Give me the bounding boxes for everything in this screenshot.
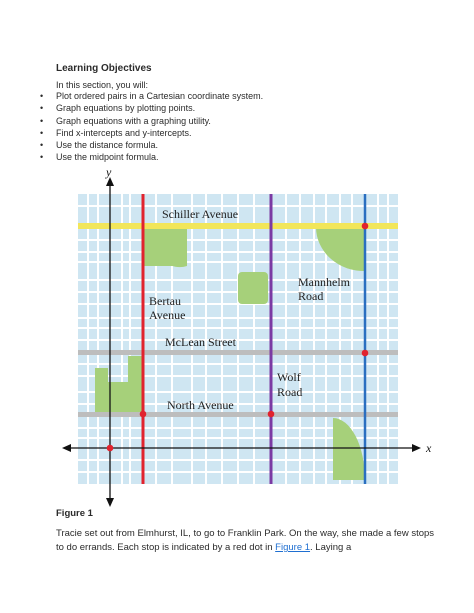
x-axis-right-arrow-icon [412,444,421,452]
x-axis-label: x [426,441,432,455]
stop-dot [268,411,275,418]
body-paragraph [56,527,436,555]
mclean-street-line [78,350,398,355]
figure-1-link[interactable]: Figure 1 [275,542,311,553]
section-intro: In this section, you will: [56,80,149,90]
park-area [143,226,187,266]
park-area [238,272,268,304]
figure-caption: Figure 1 [56,508,93,519]
wolf-road-label: Road [277,385,303,399]
bertau-avenue-label: Bertau [149,294,181,308]
stop-dot [107,445,114,452]
paragraph-text: Tracie set out from Elmhurst, IL, to go to Franklin Park. On the way, she made a few stops to do errands. Each stop is indicated by a red dot in [56,528,435,553]
wolf-road-label: Wolf [277,370,301,384]
mannhelm-road-label: Road [298,289,324,303]
stop-dot [362,223,369,230]
objective-item: • Use the midpoint formula. [40,151,263,163]
objective-item: • Use the distance formula. [40,139,263,151]
schiller-avenue-line [78,223,398,229]
bertau-avenue-label: Avenue [149,308,186,322]
north-avenue-line [78,412,398,417]
section-heading: Learning Objectives [56,63,152,74]
objective-item: • Graph equations with a graphing utility. [40,115,263,127]
objective-item: • Find x-intercepts and y-intercepts. [40,127,263,139]
north-avenue-label: North Avenue [167,398,234,412]
stop-dot [140,411,147,418]
x-axis-left-arrow-icon [62,444,71,452]
y-axis-label: y [106,165,112,179]
y-axis-down-arrow-icon [106,498,114,507]
stop-dot [362,350,369,357]
schiller-avenue-label: Schiller Avenue [162,207,239,221]
mclean-street-label: McLean Street [165,335,236,349]
mannhelm-road-label: Mannhelm [298,275,350,289]
paragraph-text: . Laying a [310,542,352,553]
objective-item: • Graph equations by plotting points. [40,102,263,114]
objective-item: • Plot ordered pairs in a Cartesian coordinate system. [40,90,263,102]
